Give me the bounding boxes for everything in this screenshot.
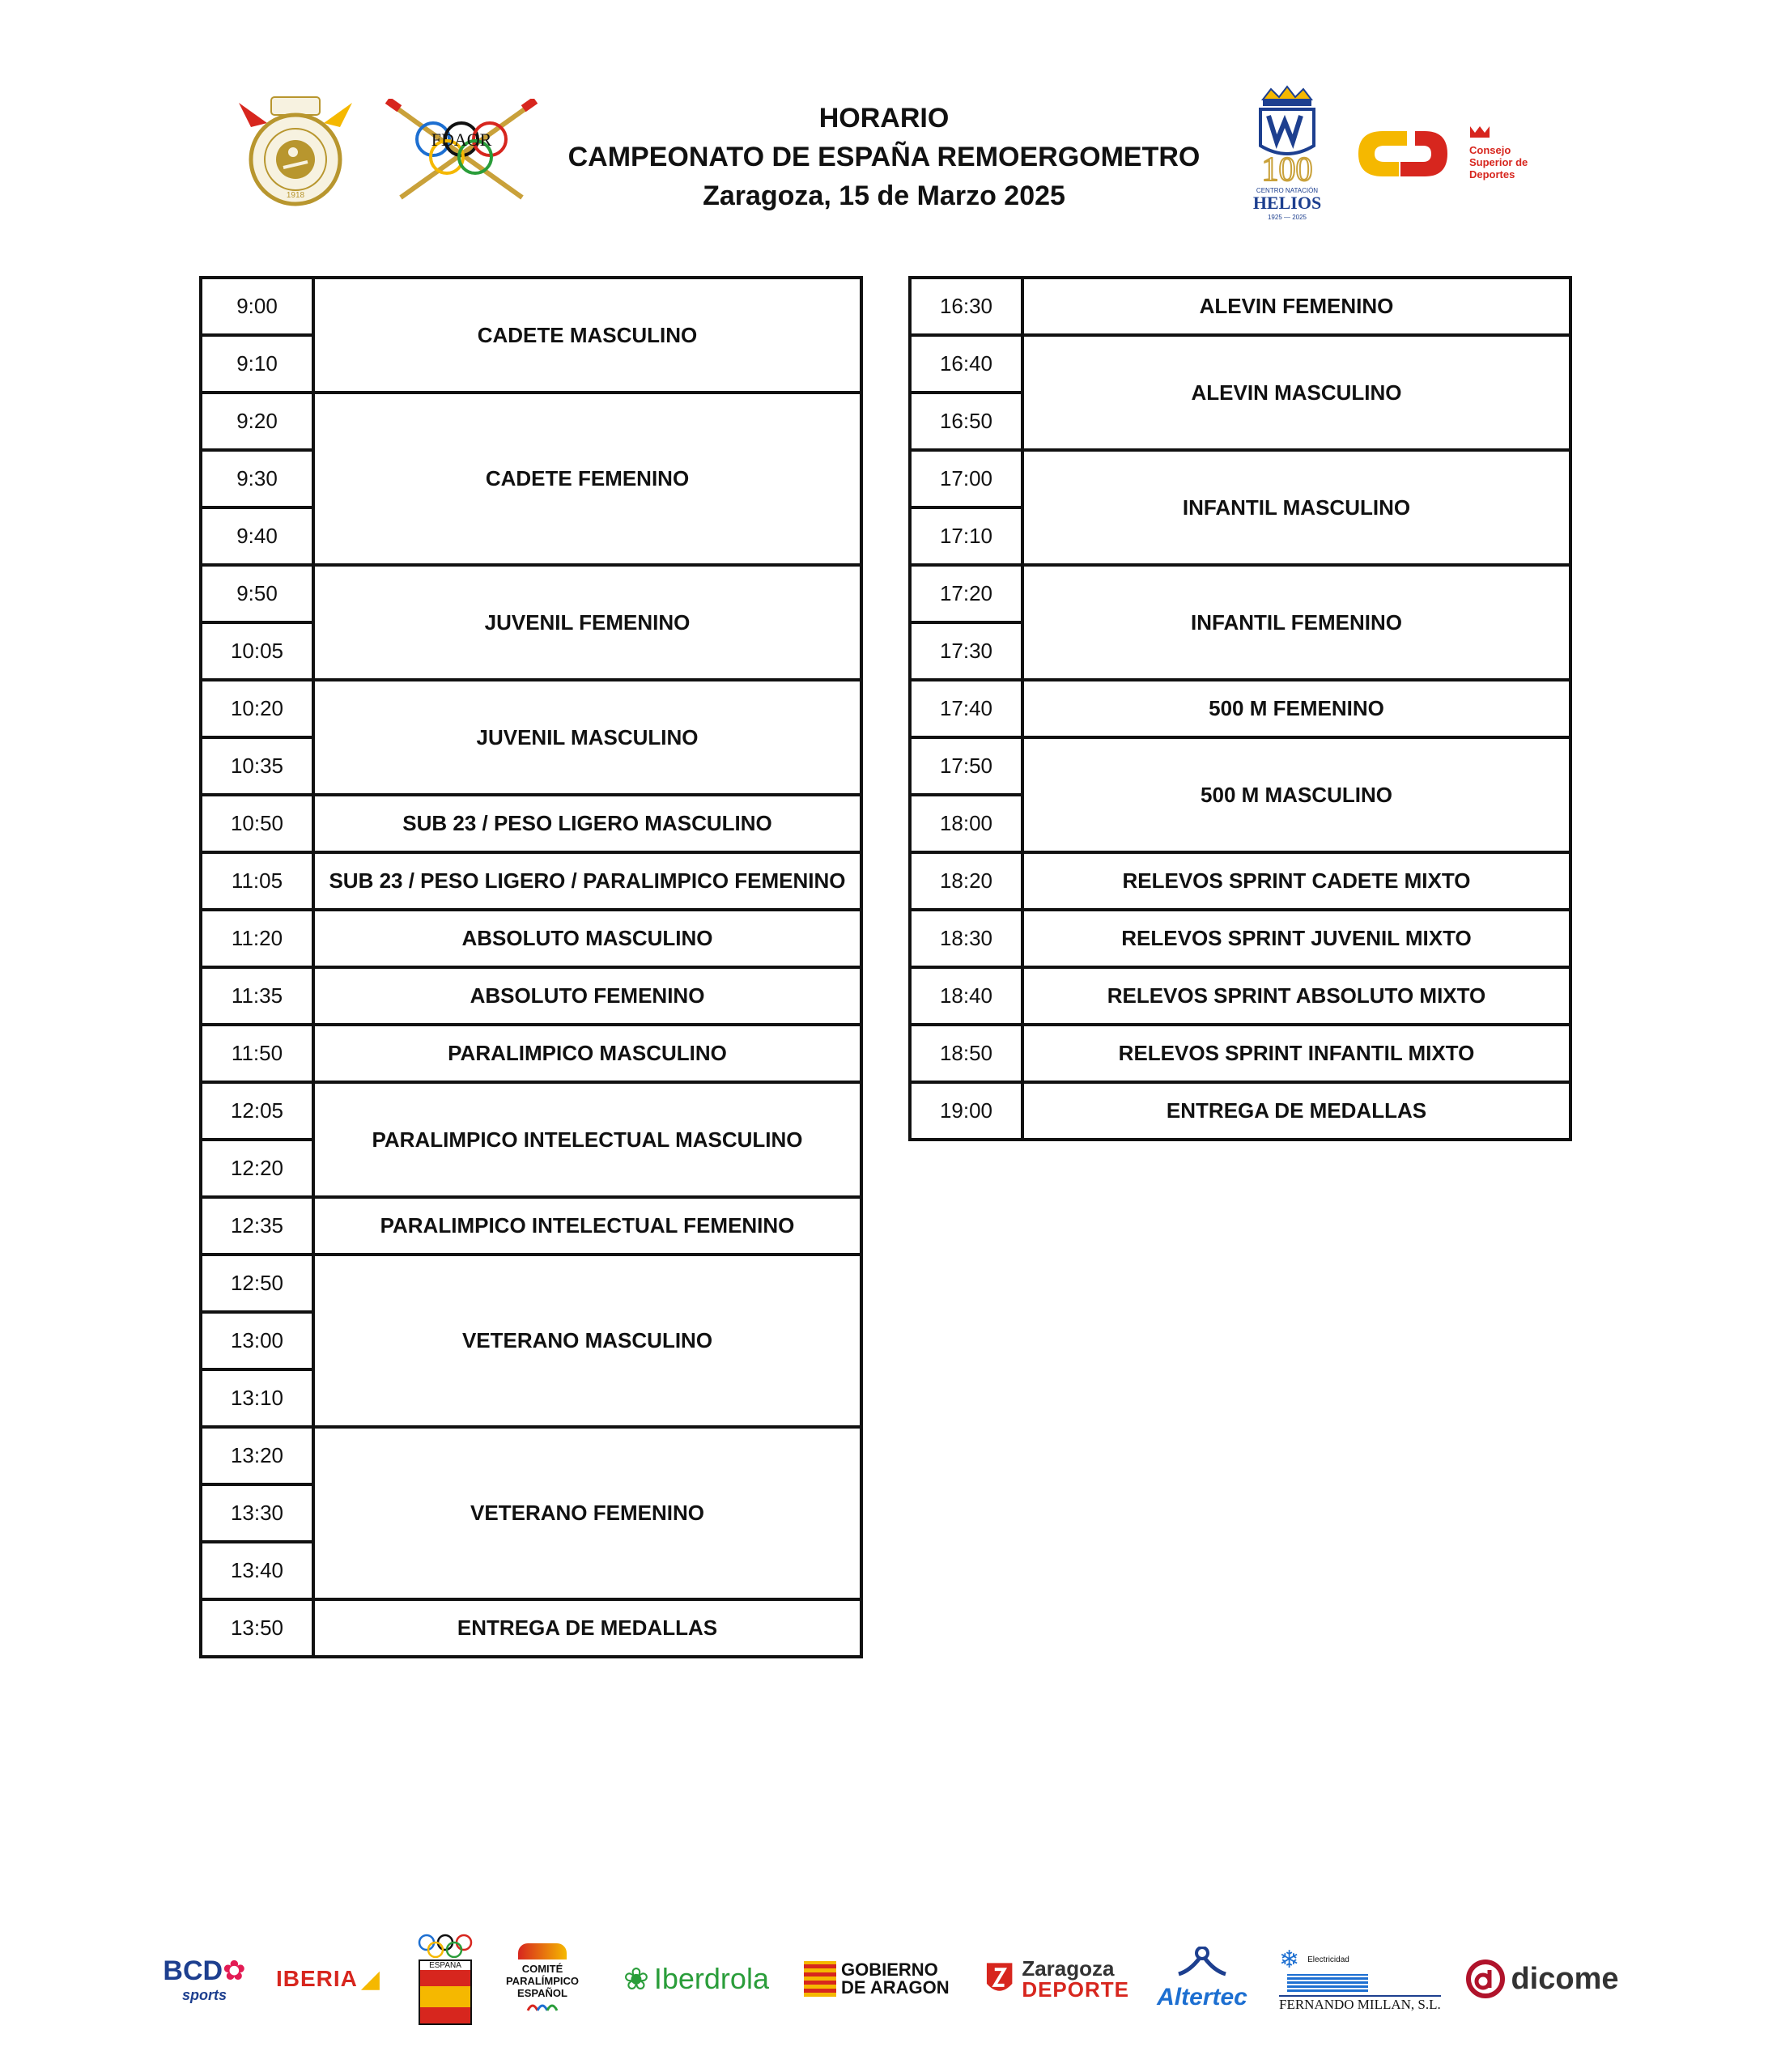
table-row [201,1082,861,1140]
table-row [201,910,861,967]
event-cell: VETERANO MASCULINO [313,1255,861,1427]
deporte-text: DEPORTE [1022,1977,1129,2002]
schedule-table-morning [199,276,863,1658]
bcd-sub-text: sports [181,1986,227,2003]
iberdrola-logo: ❀ Iberdrola [623,1962,769,1997]
time-cell: 10:20 [201,680,313,737]
table-row [201,852,861,910]
event-cell: 500 M FEMENINO [1022,680,1570,737]
event-cell: PARALIMPICO INTELECTUAL FEMENINO [313,1197,861,1255]
fer-year-text: 1918 [286,191,305,200]
csd-logo [1350,121,1549,186]
time-cell: 18:20 [910,852,1022,910]
event-cell: ABSOLUTO FEMENINO [313,967,861,1025]
table-row [201,1255,861,1312]
event-cell: INFANTIL MASCULINO [1022,450,1570,565]
event-cell: RELEVOS SPRINT CADETE MIXTO [1022,852,1570,910]
time-cell: 13:00 [201,1312,313,1369]
event-cell: ALEVIN MASCULINO [1022,335,1570,450]
table-row [201,1427,861,1484]
event-cell: RELEVOS SPRINT JUVENIL MIXTO [1022,910,1570,967]
iberia-logo: IBERIA ◢ [276,1965,380,1993]
event-cell: SUB 23 / PESO LIGERO MASCULINO [313,795,861,852]
table-row [201,1025,861,1082]
cpe-text: COMITÉ PARALÍMPICO ESPAÑOL [505,1962,580,1999]
iberdrola-text: Iberdrola [653,1962,769,1995]
time-cell: 18:30 [910,910,1022,967]
event-cell: ALEVIN FEMENINO [1022,278,1570,335]
helios-number: 100 [1261,151,1313,189]
time-cell: 16:30 [910,278,1022,335]
helios-years: 1925 — 2025 [1267,214,1307,221]
table-row [910,278,1570,335]
time-cell: 12:05 [201,1082,313,1140]
table-row [201,1197,861,1255]
aragon-text: GOBIERNO DE ARAGON [841,1959,950,1998]
event-cell: RELEVOS SPRINT ABSOLUTO MIXTO [1022,967,1570,1025]
time-cell: 17:50 [910,737,1022,795]
time-cell: 9:00 [201,278,313,335]
federacion-remo-logo [235,91,356,212]
table-row [910,565,1570,622]
time-cell: 11:50 [201,1025,313,1082]
dicome-logo [1461,1918,1623,2040]
time-cell: 17:00 [910,450,1022,507]
table-row [910,335,1570,393]
time-cell: 13:30 [201,1484,313,1542]
time-cell: 9:10 [201,335,313,393]
dicome-text: dicome [1511,1961,1619,1996]
table-row [910,1082,1570,1140]
time-cell: 9:30 [201,450,313,507]
helios-name: HELIOS [1252,193,1322,213]
event-cell: JUVENIL FEMENINO [313,565,861,680]
time-cell: 17:30 [910,622,1022,680]
time-cell: 9:20 [201,393,313,450]
event-cell: JUVENIL MASCULINO [313,680,861,795]
altertec-text: Altertec [1157,1984,1247,2010]
time-cell: 12:20 [201,1140,313,1197]
time-cell: 13:50 [201,1599,313,1657]
event-cell: 500 M MASCULINO [1022,737,1570,852]
event-cell: VETERANO FEMENINO [313,1427,861,1599]
header-line-3: Zaragoza, 15 de Marzo 2025 [703,180,1065,211]
table-row [201,565,861,622]
time-cell: 12:50 [201,1255,313,1312]
bcd-text: BCD [163,1955,223,1986]
time-cell: 17:20 [910,565,1022,622]
table-row [910,910,1570,967]
millan-text: FERNANDO MILLAN, S.L. [1279,1996,1441,2012]
table-row [910,852,1570,910]
helios-logo [1243,85,1332,223]
fernando-millan-logo: ❄ Electricidad FERNANDO MILLAN, S.L. [1279,1946,1441,2012]
helios-subtitle: CENTRO NATACIÓN [1256,187,1319,194]
time-cell: 16:50 [910,393,1022,450]
time-cell: 13:10 [201,1369,313,1427]
zaragoza-text: Zaragoza [1022,1956,1115,1981]
fdaor-logo [385,99,538,204]
time-cell: 9:40 [201,507,313,565]
event-cell: INFANTIL FEMENINO [1022,565,1570,680]
table-row [910,1025,1570,1082]
event-cell: PARALIMPICO INTELECTUAL MASCULINO [313,1082,861,1197]
table-row [201,967,861,1025]
header-line-2: CAMPEONATO DE ESPAÑA REMOERGOMETRO [567,142,1201,172]
time-cell: 11:05 [201,852,313,910]
iberia-text: IBERIA [276,1966,358,1991]
table-row [201,393,861,450]
table-row [201,278,861,335]
time-cell: 17:10 [910,507,1022,565]
gobierno-aragon-logo [801,1918,963,2040]
table-row [910,450,1570,507]
cpe-logo [498,1918,587,2040]
coe-logo [413,1918,478,2040]
csd-text: Consejo Superior de Deportes [1469,144,1528,180]
time-cell: 9:50 [201,565,313,622]
time-cell: 10:05 [201,622,313,680]
time-cell: 11:20 [201,910,313,967]
header-line-1: HORARIO [818,103,950,134]
time-cell: 12:35 [201,1197,313,1255]
time-cell: 18:50 [910,1025,1022,1082]
time-cell: 10:50 [201,795,313,852]
fdaor-text: FDAOR [431,130,492,150]
event-cell: ENTREGA DE MEDALLAS [313,1599,861,1657]
table-row [201,795,861,852]
time-cell: 16:40 [910,335,1022,393]
event-cell: ABSOLUTO MASCULINO [313,910,861,967]
altertec-logo [1141,1918,1263,2040]
event-cell: ENTREGA DE MEDALLAS [1022,1082,1570,1140]
zaragoza-deporte-logo [984,1918,1129,2040]
time-cell: 13:40 [201,1542,313,1599]
table-row [201,1599,861,1657]
schedule-table-afternoon [908,276,1572,1141]
millan-top-text: Electricidad [1307,1955,1349,1964]
event-cell: CADETE MASCULINO [313,278,861,393]
time-cell: 13:20 [201,1427,313,1484]
time-cell: 19:00 [910,1082,1022,1140]
document-header [560,99,1208,215]
table-row [201,680,861,737]
time-cell: 10:35 [201,737,313,795]
table-row [910,737,1570,795]
event-cell: CADETE FEMENINO [313,393,861,565]
table-row [910,680,1570,737]
event-cell: SUB 23 / PESO LIGERO / PARALIMPICO FEMENINO [313,852,861,910]
table-row [910,967,1570,1025]
event-cell: PARALIMPICO MASCULINO [313,1025,861,1082]
time-cell: 18:00 [910,795,1022,852]
time-cell: 11:35 [201,967,313,1025]
time-cell: 18:40 [910,967,1022,1025]
coe-text: ESPAÑA [429,1960,461,1970]
sponsors-bar [154,1918,1627,2040]
event-cell: RELEVOS SPRINT INFANTIL MIXTO [1022,1025,1570,1082]
bcd-sports-logo: BCD✿ sports [163,1955,246,2003]
time-cell: 17:40 [910,680,1022,737]
